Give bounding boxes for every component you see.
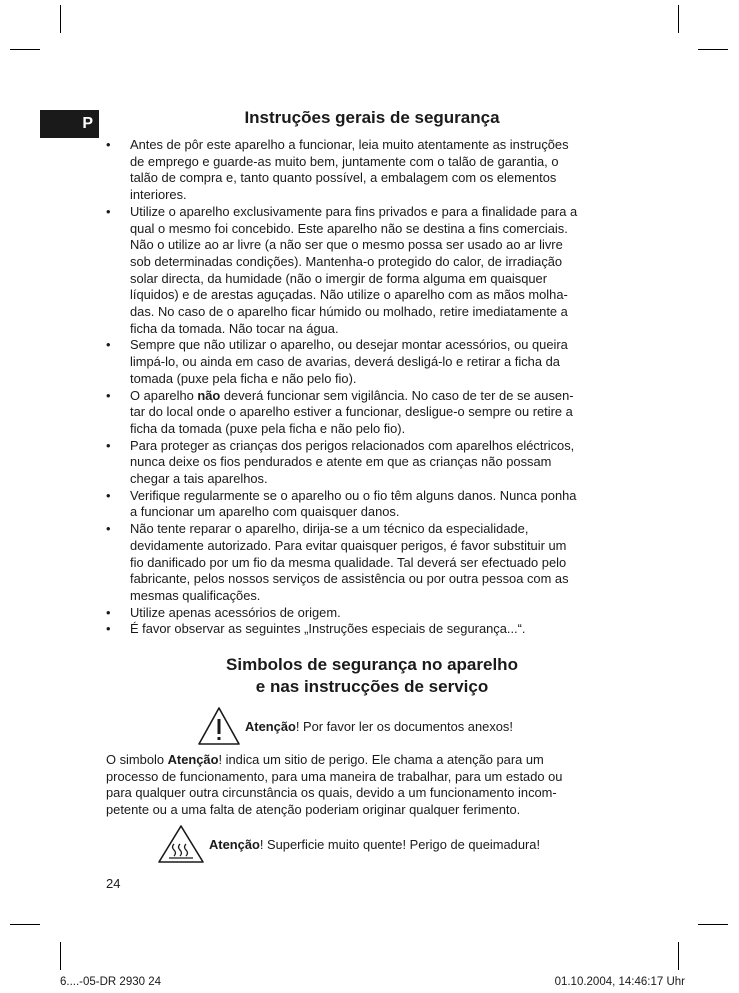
section-title-symbols-line1: Simbolos de segurança no aparelho — [226, 655, 518, 674]
attention-paragraph: O simbolo Atenção! indica um sitio de perigo. Ele chama a atenção para um processo de funcionamento, para uma maneira de trabalhar, para um estado ou para qualquer outra circunstância os quais, devido a um funcionamento incom- petente ou a uma falta de atenção poderiam originar qualquer ferimento. — [106, 752, 563, 818]
hot-text: ! Superficie muito quente! Perigo de queimadura! — [259, 836, 541, 852]
warning-text: ! Por favor ler os documentos anexos! — [295, 718, 513, 734]
bullet-item: • Utilize apenas acessórios de origem. — [106, 605, 640, 622]
page-number: 24 — [106, 876, 121, 891]
hot-surface-warning-icon — [157, 824, 205, 864]
crop-mark — [698, 924, 728, 925]
section-title-symbols-line2: e nas instrucções de serviço — [255, 677, 489, 696]
hot-label: Atenção — [209, 836, 260, 852]
warning-symbol-row — [197, 706, 513, 746]
bullet-item: • Utilize o aparelho exclusivamente para fins privados e para a finalidade para a qual o mesmo foi concebido. Este aparelho não se destina a fins comerciais. Não o utilize ao ar livre (a não ser que o mesmo possa ser usado ao ar livre sob determinadas condições). Mantenha-o protegido do calor, de irradiação solar directa, da humidade (não o imergir de forma alguma em quaisquer líquidos) e de arestas aguçadas. Não utilize o aparelho com as mãos molha- das. No caso de o aparelho ficar húmido ou molhado, retire imediatamente a ficha da tomada. Não tocar na água. — [106, 204, 640, 338]
crop-mark — [10, 49, 40, 50]
warning-triangle-icon — [197, 706, 241, 746]
bullet-item: • É favor observar as seguintes „Instruções especiais de segurança...“. — [106, 621, 640, 638]
crop-mark — [60, 5, 61, 33]
bullet-item: • Não tente reparar o aparelho, dirija-se a um técnico da especialidade, devidamente autorizado. Para evitar quaisquer perigos, é favor substituir um fio danificado por um fio da mesma qualidade. Tal deverá ser efectuado pelo fabricante, pelos nossos serviços de assistência ou por outra pessoa com as mesmas qualificações. — [106, 521, 640, 605]
warning-label: Atenção — [245, 718, 296, 734]
crop-mark — [10, 924, 40, 925]
language-tab: P — [40, 110, 99, 138]
footer-right: 01.10.2004, 14:46:17 Uhr — [554, 976, 685, 988]
crop-mark — [60, 942, 61, 970]
bullet-item: • Para proteger as crianças dos perigos relacionados com aparelhos eléctricos, nunca deixe os fios pendurados e atente em que as crianças não possam chegar a tais aparelhos. — [106, 438, 640, 488]
bullet-item: • Antes de pôr este aparelho a funcionar, leia muito atentamente as instruções de emprego e guarde-as muito bem, juntamente com o talão de garantia, o talão de compra e, tanto quanto possível, a embalagem com os elementos interiores. — [106, 137, 640, 204]
safety-bullet-list — [106, 137, 640, 638]
crop-mark — [678, 5, 679, 33]
crop-mark — [678, 942, 679, 970]
bullet-item: • Verifique regularmente se o aparelho ou o fio têm alguns danos. Nunca ponha a funcionar um aparelho com quaisquer danos. — [106, 488, 640, 521]
crop-mark — [698, 49, 728, 50]
bullet-item: • Sempre que não utilizar o aparelho, ou desejar montar acessórios, ou queira limpá-lo, ou ainda em caso de avarias, deverá desligá-lo e retirar a ficha da tomada (puxe pela ficha e não pelo fio). — [106, 337, 640, 387]
bullet-item: • O aparelho não deverá funcionar sem vigilância. No caso de ter de se ausen- tar do local onde o aparelho estiver a funcionar, desligue-o sempre ou retire a ficha da tomada (puxe pela ficha e não pelo fio). — [106, 388, 640, 438]
section-title-general-safety: Instruções gerais de segurança — [244, 108, 500, 127]
footer-left: 6....-05-DR 2930 24 — [60, 976, 162, 988]
hot-surface-symbol-row — [157, 824, 540, 864]
